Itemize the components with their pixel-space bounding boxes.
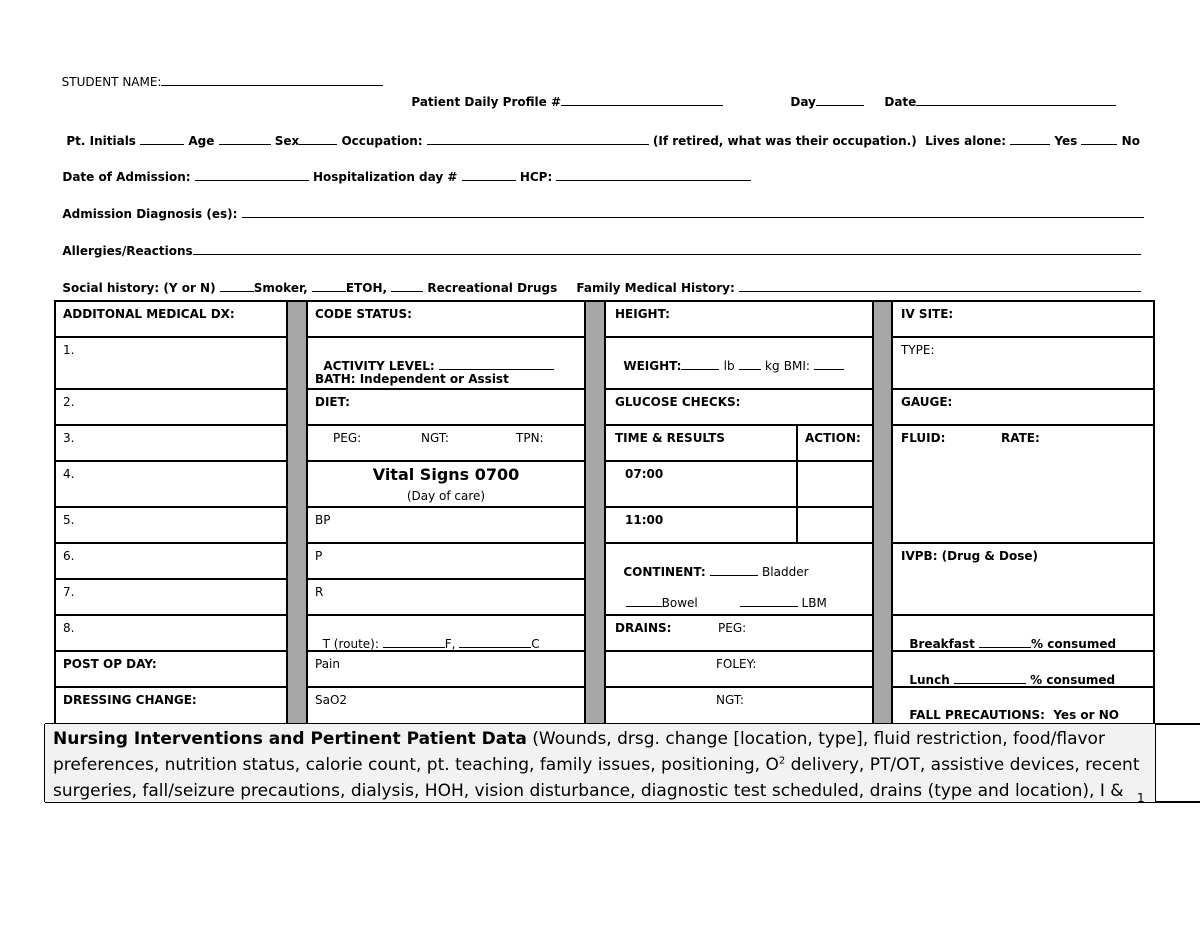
nursing-text-a: (Wounds, drsg. change [location, type], fluid restriction, food/flavor preferences, nutrition status, calorie count, pt. teaching, family issues, positioning, O	[53, 729, 1105, 775]
tpn-label: TPN:	[516, 431, 544, 445]
code-status-label: CODE STATUS:	[315, 307, 412, 321]
bmi-field[interactable]	[814, 358, 844, 370]
date-label: Date	[884, 95, 917, 109]
kg-label: kg	[765, 359, 780, 373]
temp-f-field[interactable]	[383, 636, 445, 648]
ngt-label: NGT:	[421, 431, 449, 445]
bmi-label: BMI:	[783, 359, 810, 373]
breakfast-label: Breakfast	[909, 637, 975, 651]
family-label: Family Medical History:	[576, 281, 735, 295]
weight-kg-field[interactable]	[739, 358, 761, 370]
student-name-label: STUDENT NAME:	[61, 75, 162, 89]
page-number: 1	[1137, 791, 1145, 805]
iv-site-label: IV SITE:	[901, 307, 954, 321]
additional-dx-header: ADDITONAL MEDICAL DX:	[63, 307, 235, 321]
lb-label: lb	[723, 359, 735, 373]
breakfast-field[interactable]	[979, 636, 1031, 648]
dx-item-7[interactable]: 7.	[63, 585, 75, 599]
bowel-label: Bowel	[661, 596, 698, 610]
activity-level-label: ACTIVITY LEVEL:	[323, 359, 435, 373]
dx-item-5[interactable]: 5.	[63, 513, 75, 527]
lunch-row	[893, 653, 1123, 692]
temp-c-label: C	[531, 637, 540, 651]
dx-item-3[interactable]: 3.	[63, 431, 75, 445]
iv-gauge-label: GAUGE:	[901, 395, 953, 409]
action-label: ACTION:	[805, 431, 861, 445]
breakfast-row	[893, 617, 1124, 656]
sex-label: Sex	[274, 134, 300, 148]
fall-precautions-options: Yes or NO	[1053, 708, 1119, 722]
lbm-label: LBM	[801, 596, 827, 610]
day-label: Day	[790, 95, 816, 109]
lives-alone-yes: Yes	[1054, 134, 1078, 148]
glucose-time-0700: 07:00	[625, 467, 664, 481]
lbm-field[interactable]	[740, 595, 798, 607]
etoh-label: ETOH,	[345, 281, 388, 295]
vital-signs-title: Vital Signs 0700	[372, 465, 520, 484]
profile-label: Patient Daily Profile #	[411, 95, 561, 109]
height-label: HEIGHT:	[615, 307, 670, 321]
post-op-day-label: POST OP DAY:	[63, 657, 157, 671]
sao2-label[interactable]: SaO2	[315, 693, 348, 707]
allergies-label: Allergies/Reactions	[62, 244, 193, 258]
dx-item-4[interactable]: 4.	[63, 467, 75, 481]
dx-item-8[interactable]: 8.	[63, 621, 75, 635]
nursing-title: Nursing Interventions and Pertinent Patient Data	[53, 729, 527, 749]
iv-type-label: TYPE:	[901, 343, 935, 357]
lives-alone-no: No	[1121, 134, 1140, 148]
admission-date-label: Date of Admission:	[62, 170, 191, 184]
diagnosis-label: Admission Diagnosis (es):	[62, 207, 238, 221]
smoker-label: Smoker,	[253, 281, 308, 295]
iv-rate-label: RATE:	[1001, 431, 1040, 445]
drain-ngt-label: NGT:	[716, 693, 744, 707]
drains-label: DRAINS:	[615, 621, 672, 635]
bath-label: BATH: Independent or Assist	[315, 372, 509, 386]
bladder-field[interactable]	[710, 564, 758, 576]
breakfast-consumed: % consumed	[1031, 637, 1117, 651]
hosp-day-label: Hospitalization day #	[312, 170, 458, 184]
pulse-label[interactable]: P	[315, 549, 323, 563]
occupation-label: Occupation:	[341, 134, 423, 148]
pain-label[interactable]: Pain	[315, 657, 340, 671]
glucose-checks-label: GLUCOSE CHECKS:	[615, 395, 741, 409]
lunch-field[interactable]	[954, 672, 1026, 684]
ivpb-label: IVPB: (Drug & Dose)	[901, 549, 1038, 563]
social-label: Social history: (Y or N)	[62, 281, 216, 295]
weight-label: WEIGHT:	[623, 359, 682, 373]
weight-row	[607, 339, 852, 378]
diet-label: DIET:	[315, 395, 350, 409]
respiration-label[interactable]: R	[315, 585, 324, 599]
temp-f-label: F,	[444, 637, 456, 651]
foley-label: FOLEY:	[716, 657, 757, 671]
dressing-change-label: DRESSING CHANGE:	[63, 693, 197, 707]
nursing-interventions-box[interactable]	[45, 724, 1155, 802]
lives-alone-label: Lives alone:	[925, 134, 1007, 148]
fall-precautions-row	[893, 689, 1127, 727]
iv-fluid-label: FLUID:	[901, 431, 946, 445]
continent-label: CONTINENT:	[623, 565, 706, 579]
temp-c-field[interactable]	[459, 636, 531, 648]
dx-item-2[interactable]: 2.	[63, 395, 75, 409]
bowel-row	[610, 576, 835, 615]
dx-item-6[interactable]: 6.	[63, 549, 75, 563]
dx-item-1[interactable]: 1.	[63, 343, 75, 357]
drain-peg-label: PEG:	[718, 621, 747, 635]
time-results-label: TIME & RESULTS	[615, 431, 725, 445]
drugs-label: Recreational Drugs	[427, 281, 558, 295]
temp-route-label: T (route):	[322, 637, 379, 651]
retired-note: (If retired, what was their occupation.)	[652, 134, 917, 148]
bladder-label: Bladder	[762, 565, 809, 579]
lunch-label: Lunch	[909, 673, 950, 687]
fall-precautions-label: FALL PRECAUTIONS:	[909, 708, 1045, 722]
bowel-field[interactable]	[626, 595, 662, 607]
weight-lb-field[interactable]	[681, 358, 719, 370]
nursing-text-b: delivery, PT/OT, assistive devices, recent surgeries, fall/seizure precautions, dialysis, HOH, vision disturbance, diagnostic test scheduled, drains (type and location), I &	[53, 755, 1140, 801]
temperature-row	[307, 617, 548, 656]
bp-label[interactable]: BP	[315, 513, 331, 527]
vital-signs-subtitle: (Day of care)	[406, 489, 486, 503]
oxygen-subscript: 2	[778, 755, 786, 767]
lunch-consumed: % consumed	[1030, 673, 1116, 687]
age-label: Age	[188, 134, 215, 148]
peg-label: PEG:	[333, 431, 362, 445]
initials-label: Pt. Initials	[66, 134, 136, 148]
glucose-time-1100: 11:00	[625, 513, 664, 527]
hcp-label: HCP:	[519, 170, 553, 184]
